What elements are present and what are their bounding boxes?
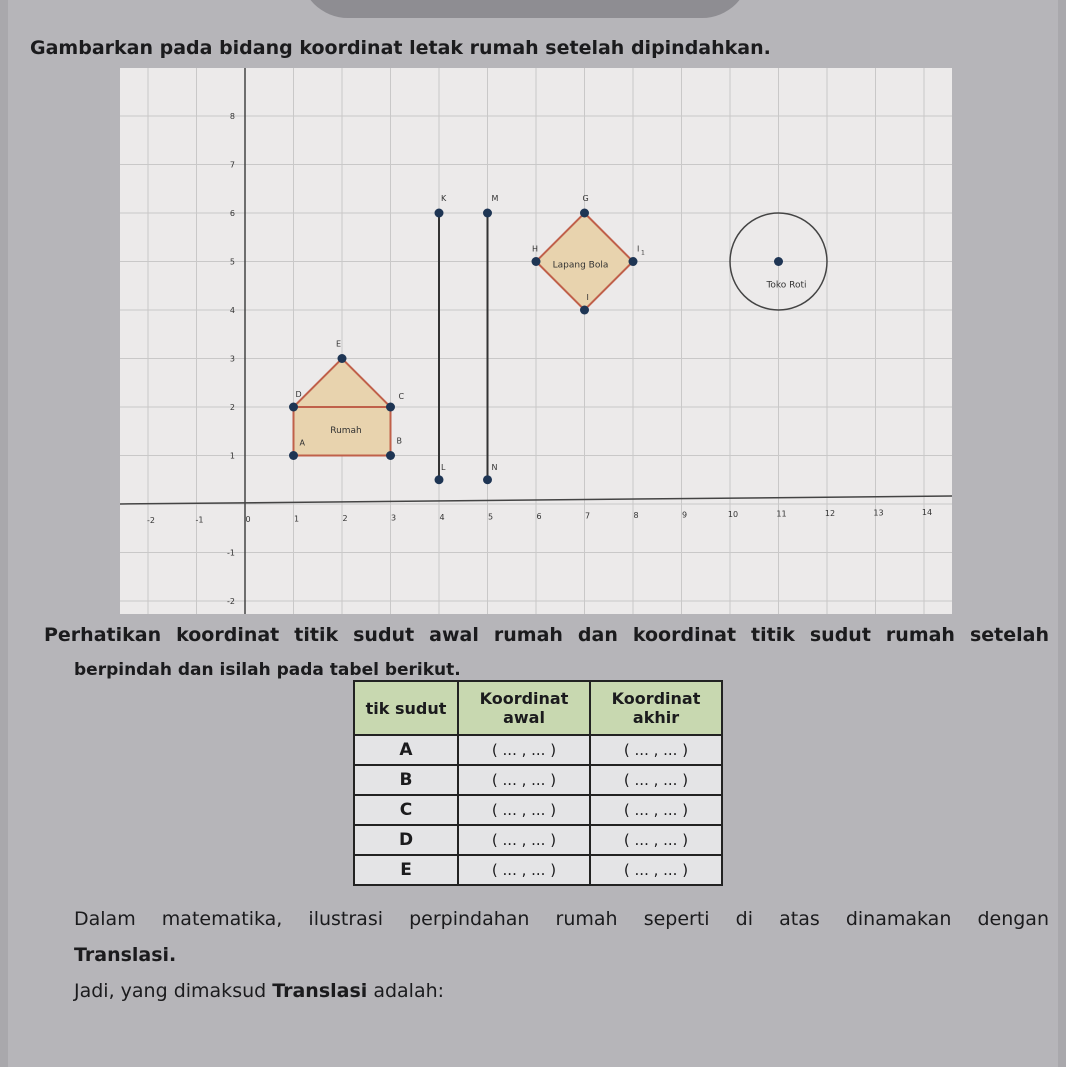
row-point: D	[354, 825, 458, 855]
x-tick-label: 0	[245, 515, 251, 524]
point-c	[386, 403, 395, 412]
x-tick-label: 6	[536, 512, 542, 521]
point-i	[580, 306, 589, 315]
x-tick-label: 8	[633, 511, 639, 520]
y-tick-label: -1	[227, 548, 235, 558]
point-label: I	[637, 244, 640, 254]
point-label: K	[441, 194, 447, 203]
header-cloud-decoration	[300, 0, 750, 18]
point-label: H	[532, 244, 539, 254]
x-tick-label: -2	[147, 516, 155, 525]
x-tick-label: 11	[776, 509, 787, 519]
point-l	[435, 475, 444, 484]
house-roof	[294, 359, 391, 408]
definition-end: adalah:	[367, 980, 445, 1002]
y-tick-label: 4	[229, 306, 235, 315]
house-label: Rumah	[330, 426, 362, 436]
point-label: C	[398, 392, 405, 401]
definition-start: Jadi, yang dimaksud	[74, 980, 273, 1002]
x-tick-label: 12	[824, 509, 836, 518]
point-k	[435, 209, 444, 218]
y-tick-label: -2	[227, 597, 235, 606]
point-h	[532, 257, 541, 266]
row-point: E	[354, 855, 458, 885]
point-label: D	[295, 390, 302, 399]
row-final[interactable]: ( ... , ... )	[590, 795, 722, 825]
row-point: B	[354, 765, 458, 795]
field-label: Lapang Bola	[552, 260, 609, 271]
point-n	[483, 475, 492, 484]
row-final[interactable]: ( ... , ... )	[590, 855, 722, 885]
x-tick-label: -1	[195, 515, 204, 525]
x-tick-label: 2	[342, 514, 348, 523]
paragraph-definition-prompt	[74, 980, 444, 1002]
row-final[interactable]: ( ... , ... )	[590, 735, 722, 765]
row-initial[interactable]: ( ... , ... )	[458, 825, 590, 855]
table-row	[354, 855, 722, 885]
header-final: Koordinat akhir	[590, 681, 722, 735]
point-b	[386, 451, 395, 460]
row-initial[interactable]: ( ... , ... )	[458, 855, 590, 885]
y-tick-label: 7	[229, 160, 235, 170]
point-label: I	[586, 293, 589, 302]
coordinate-table	[353, 680, 723, 886]
point-label: G	[582, 194, 589, 203]
instruction-line-2: berpindah dan isilah pada tabel berikut.	[74, 660, 461, 680]
point-label: B	[396, 436, 402, 446]
point-d	[289, 403, 298, 412]
table-row	[354, 825, 722, 855]
point-a	[289, 451, 298, 460]
task-title: Gambarkan pada bidang koordinat letak rumah setelah dipindahkan.	[30, 37, 771, 59]
term-translation: Translasi.	[74, 944, 177, 966]
bakery-label: Toko Roti	[766, 280, 807, 291]
y-tick-label: 1	[229, 451, 235, 461]
coordinate-plane-svg	[120, 68, 952, 614]
paragraph-translation-intro: Dalam matematika, ilustrasi perpindahan rumah seperti di atas dinamakan dengan	[74, 908, 1049, 930]
header-initial: Koordinat awal	[458, 681, 590, 735]
x-tick-label: 4	[439, 513, 445, 522]
row-initial[interactable]: ( ... , ... )	[458, 735, 590, 765]
header-point: tik sudut	[354, 681, 458, 735]
y-tick-label: 5	[229, 257, 235, 267]
x-tick-label: 10	[727, 510, 739, 519]
bakery-point	[774, 257, 783, 266]
point-label-subscript: 1	[641, 249, 645, 257]
point-label: E	[336, 339, 342, 349]
x-tick-label: 9	[681, 510, 688, 520]
x-tick-label: 1	[293, 514, 300, 524]
row-point: C	[354, 795, 458, 825]
x-tick-label: 14	[921, 508, 933, 517]
row-point: A	[354, 735, 458, 765]
y-tick-label: 6	[229, 209, 235, 218]
point-label: L	[441, 462, 446, 472]
point-e	[338, 354, 347, 363]
table-row	[354, 735, 722, 765]
y-tick-label: 8	[229, 112, 235, 121]
x-tick-label: 3	[390, 513, 397, 523]
point-i1	[629, 257, 638, 266]
row-final[interactable]: ( ... , ... )	[590, 765, 722, 795]
instruction-line-1: Perhatikan koordinat titik sudut awal rumah dan koordinat titik sudut rumah setelah	[44, 624, 1049, 646]
point-label: N	[491, 462, 498, 472]
definition-term: Translasi	[272, 980, 368, 1002]
x-tick-label: 7	[584, 511, 591, 521]
y-tick-label: 2	[229, 403, 235, 412]
row-final[interactable]: ( ... , ... )	[590, 825, 722, 855]
y-tick-label: 3	[229, 354, 235, 364]
point-label: M	[491, 194, 499, 203]
point-m	[483, 209, 492, 218]
table-row	[354, 795, 722, 825]
x-tick-label: 13	[873, 508, 884, 518]
table-row	[354, 765, 722, 795]
row-initial[interactable]: ( ... , ... )	[458, 795, 590, 825]
point-g	[580, 209, 589, 218]
coordinate-plane	[120, 68, 952, 614]
row-initial[interactable]: ( ... , ... )	[458, 765, 590, 795]
x-tick-label: 5	[487, 512, 494, 522]
point-label: A	[299, 438, 305, 448]
